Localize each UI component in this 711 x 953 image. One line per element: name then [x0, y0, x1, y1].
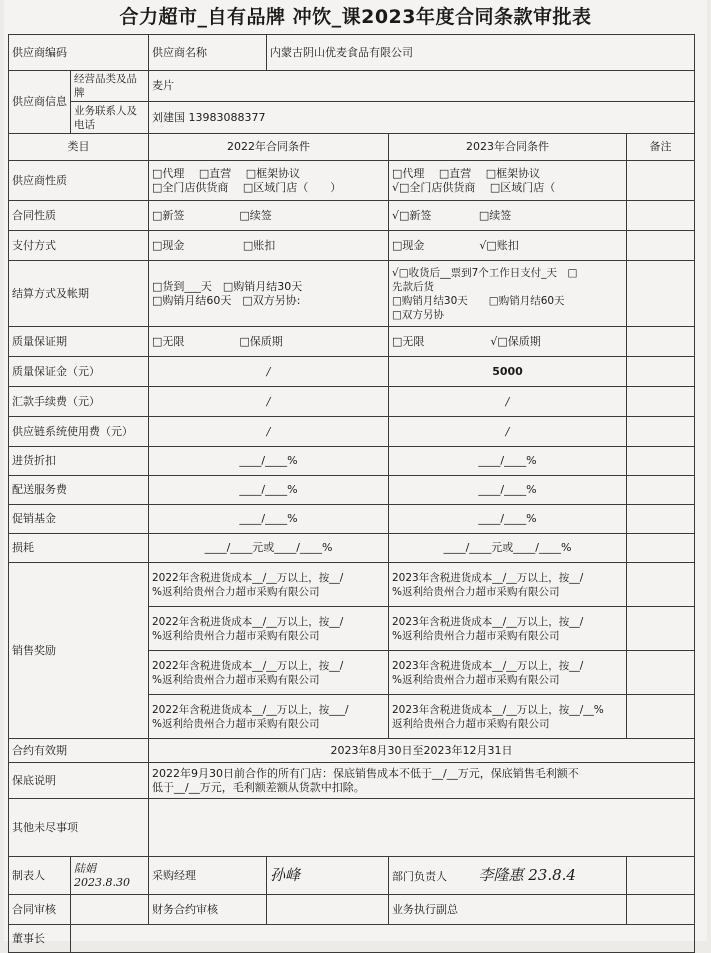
buyer-label: 采购经理: [149, 857, 267, 895]
supplier-type-2023-line2: √□全门店供货商 □区域门店（: [392, 180, 556, 194]
promo-2023: ____/____%: [389, 505, 627, 534]
promo-label: 促销基金: [9, 505, 149, 534]
guarantee-value: [149, 763, 695, 799]
supplier-type-2023-line1: □代理 □直营 □框架协议: [392, 166, 541, 180]
warranty-remark: [627, 327, 695, 357]
maker-signature: [71, 857, 149, 895]
signature-row-2: [9, 895, 695, 925]
reward-2022-tier-3-line1: 2022年含税进货成本__/__万以上，按__/: [152, 659, 344, 672]
sales-reward-2022-tier-1: [149, 563, 389, 607]
sales-reward-2023-tier-3: [389, 651, 627, 695]
reward-2023-tier-2-line1: 2023年含税进货成本__/__万以上，按__/: [392, 615, 584, 628]
scm-fee-label: 供应链系统使用费（元）: [9, 417, 149, 447]
sales-reward-2022-tier-4: [149, 695, 389, 739]
reward-2023-tier-2-line2: %返利给贵州合力超市采购有限公司: [392, 629, 560, 642]
scm-fee-2023: /: [389, 417, 627, 447]
supplier-name-label: 供应商名称: [149, 35, 267, 71]
sales-reward-row-1: [9, 563, 695, 607]
supplier-type-row: [9, 161, 695, 201]
deposit-row: [9, 357, 695, 387]
settlement-2023-line2: 先款后货: [392, 280, 434, 293]
reward-2022-tier-2-line2: %返利给贵州合力超市采购有限公司: [152, 629, 320, 642]
header-row: [9, 134, 695, 161]
header-remark: 备注: [627, 134, 695, 161]
contract-type-label: 合同性质: [9, 201, 149, 231]
sales-reward-label: 销售奖励: [9, 563, 149, 739]
payment-label: 支付方式: [9, 231, 149, 261]
supplier-type-2023: [389, 161, 627, 201]
deposit-2023: 5000: [389, 357, 627, 387]
loss-2023: ____/____元或____/____%: [389, 534, 627, 563]
sales-reward-2022-tier-2: [149, 607, 389, 651]
reward-2022-tier-1-line1: 2022年含税进货成本__/__万以上，按__/: [152, 571, 344, 584]
settlement-2022-line2: □购销月结60天 □双方另协:: [152, 293, 301, 307]
category-label: 经营品类及品牌: [71, 71, 149, 102]
supplier-name-value: 内蒙古阴山优麦食品有限公司: [267, 35, 695, 71]
review-signature: [71, 895, 149, 925]
supplier-info-label: 供应商信息: [9, 71, 71, 134]
payment-2023: □现金 √□账扣: [389, 231, 627, 261]
reward-2023-tier-3-line1: 2023年含税进货成本__/__万以上，按__/: [392, 659, 584, 672]
sales-reward-2023-tier-2: [389, 607, 627, 651]
reward-2023-tier-4-line1: 2023年含税进货成本__/__万以上，按__/__%: [392, 703, 604, 716]
scm-fee-remark: [627, 417, 695, 447]
reward-2022-tier-3-line2: %返利给贵州合力超市采购有限公司: [152, 673, 320, 686]
finance-label: 财务合约审核: [149, 895, 267, 925]
remit-fee-2022: /: [149, 387, 389, 417]
contact-value: 刘建国 13983088377: [149, 102, 695, 134]
delivery-row: [9, 476, 695, 505]
warranty-row: [9, 327, 695, 357]
maker-signature-text: 陆娟 2023.8.30: [74, 861, 130, 889]
vp-label: 业务执行副总: [389, 895, 627, 925]
promo-2022: ____/____%: [149, 505, 389, 534]
dept-label: 部门负责人: [392, 869, 447, 883]
contact-label: 业务联系人及电话: [71, 102, 149, 134]
signature-row-1: [9, 857, 695, 895]
header-2023: 2023年合同条件: [389, 134, 627, 161]
maker-label: 制表人: [9, 857, 71, 895]
promo-row: [9, 505, 695, 534]
supplier-contact-row: [9, 102, 695, 134]
remit-fee-remark: [627, 387, 695, 417]
vp-signature: [627, 895, 695, 925]
settlement-2023-line3: □购销月结30天 □购销月结60天: [392, 294, 565, 307]
reward-2022-tier-2-line1: 2022年含税进货成本__/__万以上，按__/: [152, 615, 344, 628]
deposit-label: 质量保证金（元）: [9, 357, 149, 387]
discount-label: 进货折扣: [9, 447, 149, 476]
reward-2023-tier-1-line1: 2023年含税进货成本__/__万以上，按__/: [392, 571, 584, 584]
settlement-2023-line1: √□收货后__票到7个工作日支付_天 □: [392, 266, 578, 279]
supplier-type-2022-line1: □代理 □直营 □框架协议: [152, 166, 301, 180]
remit-fee-label: 汇款手续费（元）: [9, 387, 149, 417]
other-label: 其他未尽事项: [9, 799, 149, 857]
sales-reward-remark-2: [627, 607, 695, 651]
header-category: 类目: [9, 134, 149, 161]
reward-2022-tier-4-line2: %返利给贵州合力超市采购有限公司: [152, 717, 320, 730]
supplier-type-label: 供应商性质: [9, 161, 149, 201]
promo-remark: [627, 505, 695, 534]
reward-2022-tier-1-line2: %返利给贵州合力超市采购有限公司: [152, 585, 320, 598]
supplier-category-row: [9, 71, 695, 102]
guarantee-line2: 低于__/__万元，毛利额差额从货款中扣除。: [152, 780, 365, 794]
remit-fee-row: [9, 387, 695, 417]
chairman-label: 董事长: [9, 925, 71, 953]
guarantee-row: [9, 763, 695, 799]
loss-remark: [627, 534, 695, 563]
settlement-row: [9, 261, 695, 327]
guarantee-label: 保底说明: [9, 763, 149, 799]
guarantee-line1: 2022年9月30日前合作的所有门店：保底销售成本不低于__/__万元，保底销售毛利额不: [152, 766, 579, 780]
delivery-remark: [627, 476, 695, 505]
reward-2023-tier-3-line2: %返利给贵州合力超市采购有限公司: [392, 673, 560, 686]
sales-reward-remark-3: [627, 651, 695, 695]
reward-2023-tier-4-line2: 返利给贵州合力超市采购有限公司: [392, 717, 550, 730]
supplier-name-row: [9, 35, 695, 71]
sales-reward-2023-tier-1: [389, 563, 627, 607]
loss-2022: ____/____元或____/____%: [149, 534, 389, 563]
sales-reward-2022-tier-3: [149, 651, 389, 695]
signature-remark-1: [627, 857, 695, 895]
settlement-2022: [149, 261, 389, 327]
contract-type-row: [9, 201, 695, 231]
finance-signature: [267, 895, 389, 925]
scm-fee-row: [9, 417, 695, 447]
other-row: [9, 799, 695, 857]
buyer-signature: [267, 857, 389, 895]
header-2022: 2022年合同条件: [149, 134, 389, 161]
approval-table: [8, 34, 695, 953]
supplier-type-2022: [149, 161, 389, 201]
validity-label: 合约有效期: [9, 739, 149, 763]
sales-reward-remark-4: [627, 695, 695, 739]
payment-row: [9, 231, 695, 261]
buyer-signature-text: 孙峰: [270, 865, 301, 884]
discount-2022: ____/____%: [149, 447, 389, 476]
settlement-label: 结算方式及帐期: [9, 261, 149, 327]
warranty-label: 质量保证期: [9, 327, 149, 357]
payment-2022: □现金 □账扣: [149, 231, 389, 261]
reward-2023-tier-1-line2: %返利给贵州合力超市采购有限公司: [392, 585, 560, 598]
other-value: [149, 799, 695, 857]
sales-reward-remark-1: [627, 563, 695, 607]
review-label: 合同审核: [9, 895, 71, 925]
discount-row: [9, 447, 695, 476]
contract-type-2022: □新签 □续签: [149, 201, 389, 231]
warranty-2022: □无限 □保质期: [149, 327, 389, 357]
category-value: 麦片: [149, 71, 695, 102]
validity-row: [9, 739, 695, 763]
validity-value: 2023年8月30日至2023年12月31日: [149, 739, 695, 763]
deposit-2022: /: [149, 357, 389, 387]
discount-remark: [627, 447, 695, 476]
settlement-2023: [389, 261, 627, 327]
form-title: 合力超市_自有品牌 冲饮_课2023年度合同条款审批表: [119, 6, 592, 28]
settlement-remark: [627, 261, 695, 327]
dept-cell: [389, 857, 627, 895]
reward-2022-tier-4-line1: 2022年含税进货成本__/__万以上，按___/: [152, 703, 349, 716]
contract-type-2023: √□新签 □续签: [389, 201, 627, 231]
settlement-2022-line1: □货到___天 □购销月结30天: [152, 279, 303, 293]
signature-row-3: [9, 925, 695, 953]
supplier-code-label: 供应商编码: [9, 35, 149, 71]
approval-form-sheet: [4, 0, 707, 945]
delivery-2023: ____/____%: [389, 476, 627, 505]
settlement-2023-line4: □双方另协: [392, 308, 444, 321]
loss-row: [9, 534, 695, 563]
warranty-2023: □无限 √□保质期: [389, 327, 627, 357]
deposit-remark: [627, 357, 695, 387]
contract-type-remark: [627, 201, 695, 231]
remit-fee-2023: /: [389, 387, 627, 417]
discount-2023: ____/____%: [389, 447, 627, 476]
delivery-label: 配送服务费: [9, 476, 149, 505]
delivery-2022: ____/____%: [149, 476, 389, 505]
supplier-type-remark: [627, 161, 695, 201]
supplier-type-2022-line2: □全门店供货商 □区域门店（ ）: [152, 180, 342, 194]
chairman-signature: [71, 925, 695, 953]
sales-reward-2023-tier-4: [389, 695, 627, 739]
scm-fee-2022: /: [149, 417, 389, 447]
loss-label: 损耗: [9, 534, 149, 563]
dept-signature-text: 李隆惠 23.8.4: [478, 865, 576, 884]
payment-remark: [627, 231, 695, 261]
